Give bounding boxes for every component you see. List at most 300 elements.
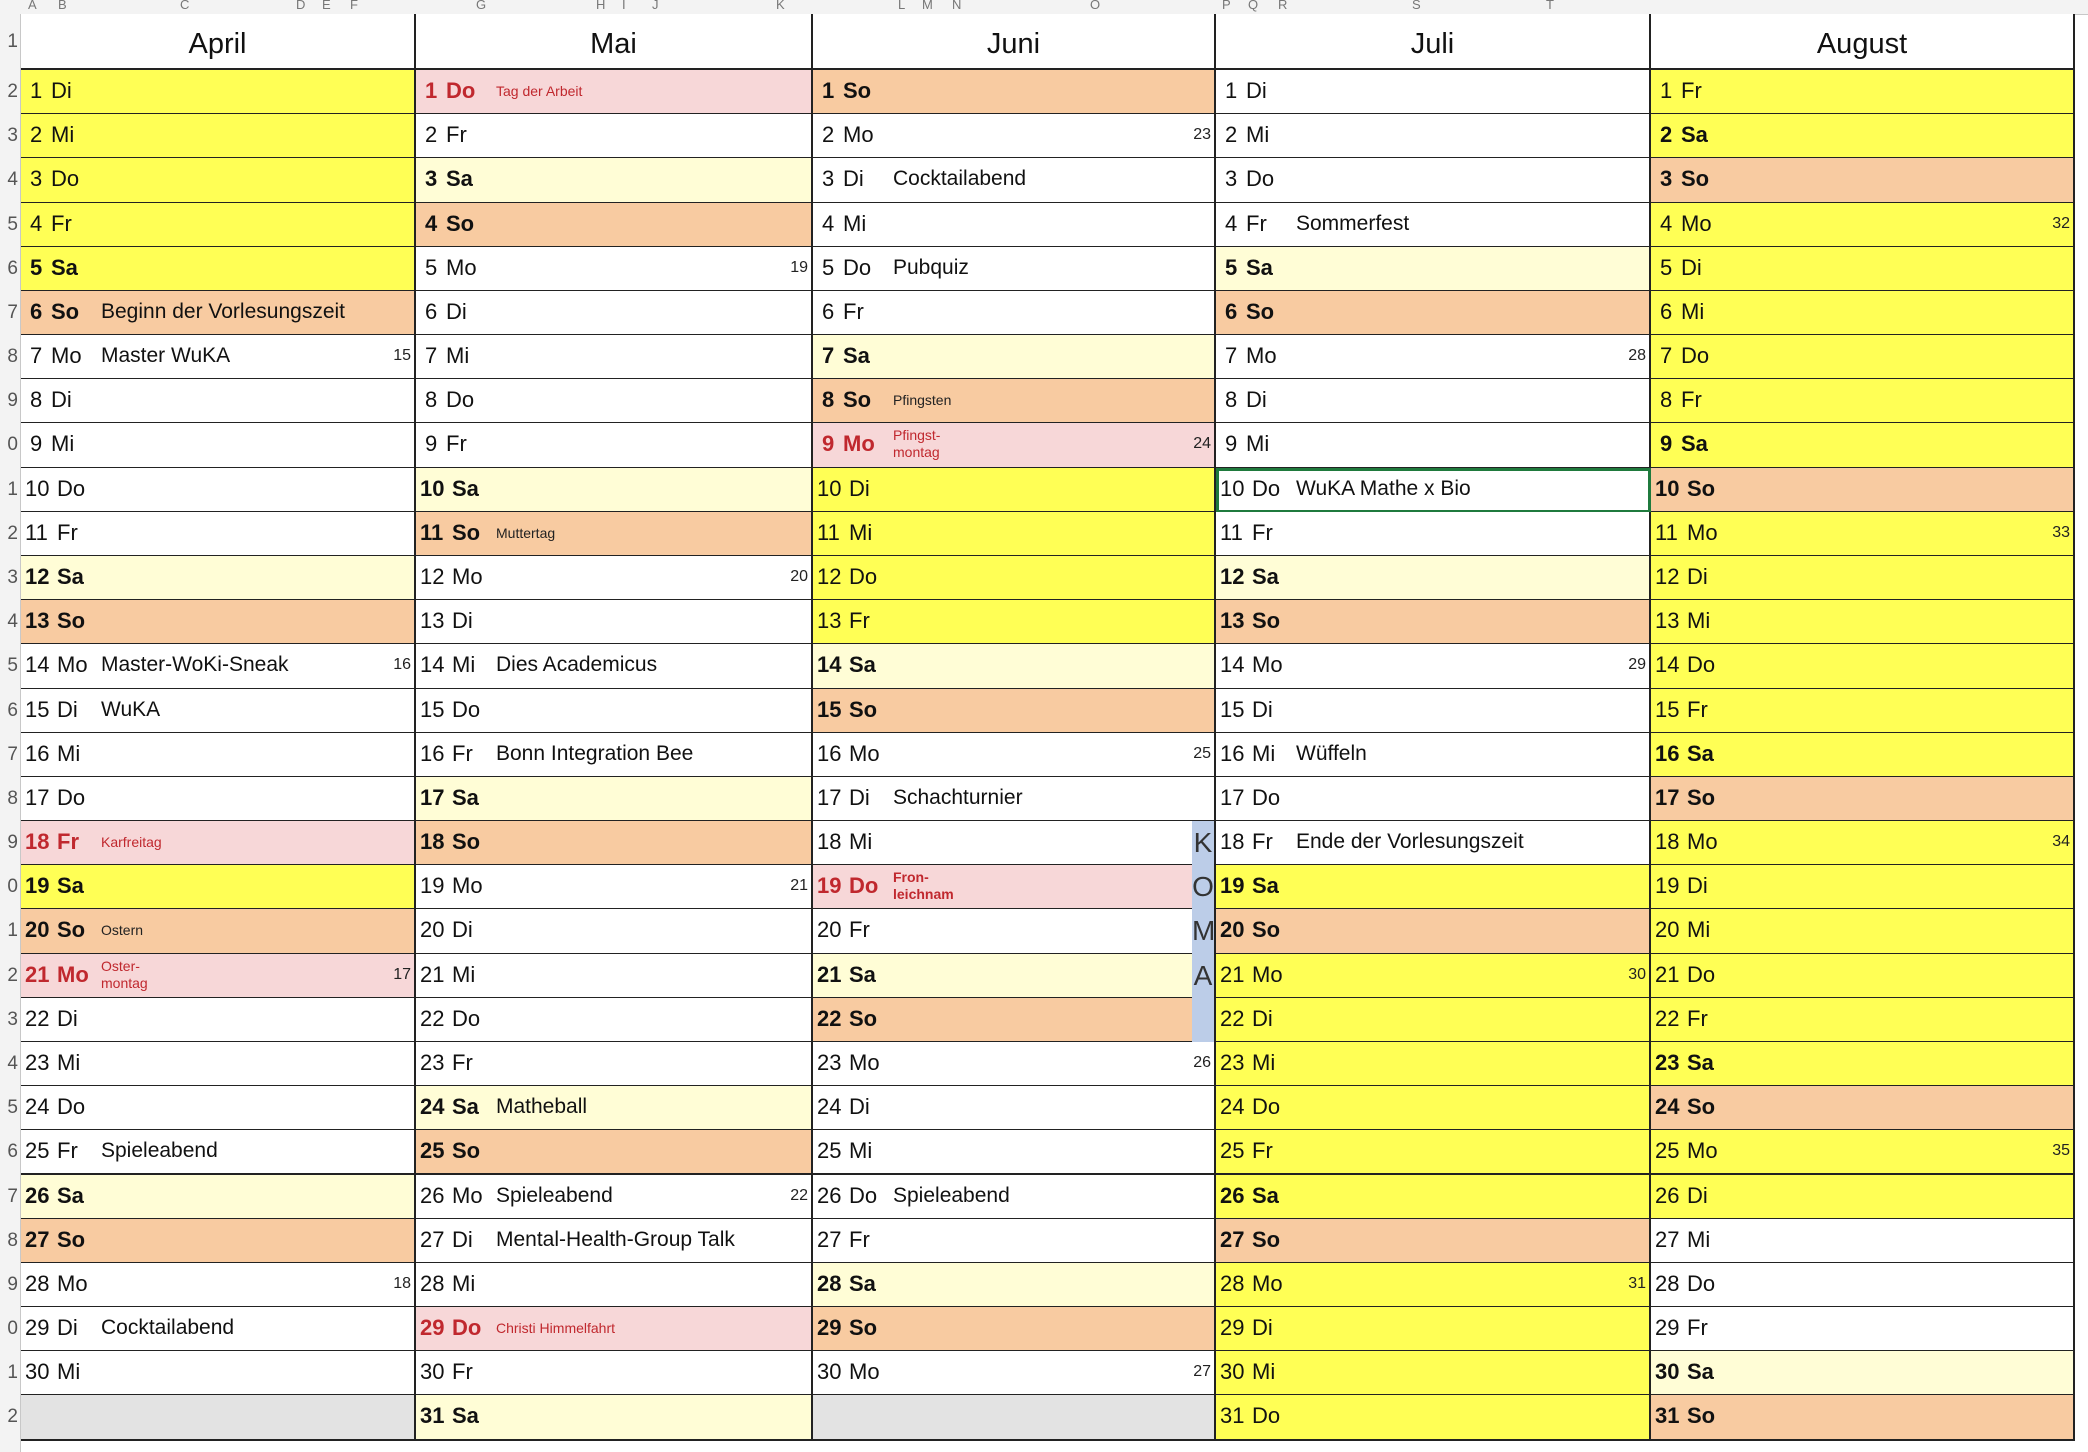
day-cell[interactable]: [21, 777, 416, 822]
weekday-label: Mi: [51, 431, 75, 457]
column-header-j[interactable]: J: [652, 0, 659, 12]
day-cell[interactable]: [1216, 247, 1651, 292]
row-header[interactable]: 6: [7, 1141, 18, 1163]
day-cell[interactable]: [21, 556, 416, 601]
day-number: 13: [1220, 608, 1245, 634]
weekday-label: Fr: [1687, 1315, 1708, 1341]
row-header[interactable]: 3: [7, 566, 18, 588]
month-header-april[interactable]: April: [21, 14, 416, 70]
day-cell[interactable]: [813, 379, 1216, 424]
weekday-label: Sa: [1687, 740, 1714, 766]
event-label: WuKA Mathe x Bio: [1296, 476, 1471, 500]
row-header[interactable]: 5: [7, 655, 18, 677]
day-cell[interactable]: [21, 158, 416, 203]
column-header-i[interactable]: I: [622, 0, 626, 12]
day-cell[interactable]: [1651, 379, 2075, 424]
day-cell[interactable]: [813, 689, 1216, 734]
day-cell[interactable]: [21, 909, 416, 954]
day-cell[interactable]: [813, 423, 1216, 468]
day-number: 2: [1225, 122, 1238, 148]
month-header-juli[interactable]: Juli: [1216, 14, 1651, 70]
day-cell[interactable]: [1216, 468, 1651, 513]
event-label: Bonn Integration Bee: [496, 741, 694, 765]
day-cell[interactable]: [21, 600, 416, 645]
day-cell[interactable]: [416, 423, 813, 468]
day-cell[interactable]: [1216, 1130, 1651, 1175]
day-cell[interactable]: [416, 1307, 813, 1352]
day-cell[interactable]: [21, 291, 416, 336]
month-header-mai[interactable]: Mai: [416, 14, 813, 70]
day-cell[interactable]: [21, 379, 416, 424]
column-header-t[interactable]: T: [1546, 0, 1554, 12]
day-cell[interactable]: [813, 644, 1216, 689]
day-cell[interactable]: [21, 1263, 416, 1308]
weekday-label: Di: [452, 1226, 473, 1252]
day-cell[interactable]: [1216, 1263, 1651, 1308]
day-cell[interactable]: [1216, 291, 1651, 336]
day-cell[interactable]: [1216, 777, 1651, 822]
day-number: 20: [817, 917, 842, 943]
day-cell[interactable]: [21, 1395, 416, 1440]
day-cell[interactable]: [1651, 1395, 2075, 1440]
day-cell[interactable]: [1216, 203, 1651, 248]
day-number: 4: [822, 210, 835, 236]
day-cell[interactable]: [813, 468, 1216, 513]
koma-letter: M: [1192, 909, 1214, 954]
day-cell[interactable]: [1216, 379, 1651, 424]
day-cell[interactable]: [416, 70, 813, 115]
row-header[interactable]: 8: [7, 787, 18, 809]
day-cell[interactable]: [416, 114, 813, 159]
day-cell[interactable]: [813, 954, 1216, 999]
koma-block: [1192, 998, 1214, 1042]
day-cell[interactable]: [21, 733, 416, 778]
day-cell[interactable]: [813, 865, 1216, 910]
row-header[interactable]: 3: [7, 125, 18, 147]
weekday-label: Sa: [57, 563, 84, 589]
day-number: 6: [425, 298, 438, 324]
day-number: 8: [1225, 387, 1238, 413]
column-header-f[interactable]: F: [350, 0, 358, 12]
row-header[interactable]: 7: [7, 743, 18, 765]
day-cell[interactable]: [1216, 1307, 1651, 1352]
day-cell[interactable]: [1216, 644, 1651, 689]
day-cell[interactable]: [21, 954, 416, 999]
weekday-label: So: [57, 608, 86, 634]
day-cell[interactable]: [1651, 158, 2075, 203]
day-cell[interactable]: [1216, 1175, 1651, 1220]
weekday-label: Fr: [57, 1138, 78, 1164]
weekday-label: Sa: [452, 475, 479, 501]
row-header[interactable]: 9: [7, 832, 18, 854]
month-header-august[interactable]: August: [1651, 14, 2075, 70]
day-cell[interactable]: [416, 468, 813, 513]
day-cell[interactable]: [813, 1042, 1216, 1087]
row-header[interactable]: 4: [7, 611, 18, 633]
day-cell[interactable]: [1651, 203, 2075, 248]
day-cell[interactable]: [1651, 909, 2075, 954]
calendar-grid: [21, 14, 2075, 1452]
day-cell[interactable]: [1216, 512, 1651, 557]
row-header[interactable]: 8: [7, 1229, 18, 1251]
weekday-label: Fr: [1246, 210, 1267, 236]
day-cell[interactable]: [1651, 733, 2075, 778]
day-number: 16: [1655, 740, 1680, 766]
weekday-label: Fr: [1687, 696, 1708, 722]
column-header-n[interactable]: N: [952, 0, 962, 12]
day-cell[interactable]: [1651, 644, 2075, 689]
day-cell[interactable]: [813, 909, 1216, 954]
day-cell[interactable]: [1651, 689, 2075, 734]
day-cell[interactable]: [1651, 247, 2075, 292]
day-cell[interactable]: [21, 203, 416, 248]
row-header[interactable]: 1: [7, 1362, 18, 1384]
day-cell[interactable]: [1216, 1086, 1651, 1131]
day-cell[interactable]: [813, 1086, 1216, 1131]
row-header[interactable]: 2: [7, 522, 18, 544]
day-cell[interactable]: [416, 600, 813, 645]
row-header[interactable]: 2: [7, 964, 18, 986]
day-cell[interactable]: [21, 1130, 416, 1175]
day-cell[interactable]: [1651, 1086, 2075, 1131]
day-number: 27: [1655, 1226, 1680, 1252]
day-cell[interactable]: [21, 247, 416, 292]
column-header-b[interactable]: B: [58, 0, 67, 12]
day-cell[interactable]: [416, 1219, 813, 1264]
day-cell[interactable]: [1216, 689, 1651, 734]
holiday-label: Pfingsten: [893, 392, 952, 409]
day-number: 28: [1220, 1270, 1245, 1296]
weekday-label: Do: [1687, 1270, 1716, 1296]
column-header-k[interactable]: K: [776, 0, 785, 12]
day-number: 26: [817, 1182, 842, 1208]
weekday-label: Do: [1246, 166, 1275, 192]
day-cell[interactable]: [813, 247, 1216, 292]
row-header[interactable]: 0: [7, 876, 18, 898]
day-cell[interactable]: [1651, 556, 2075, 601]
row-header[interactable]: 1: [7, 31, 18, 52]
day-cell[interactable]: [1651, 335, 2075, 380]
day-cell[interactable]: [1651, 512, 2075, 557]
day-cell[interactable]: [1651, 821, 2075, 866]
day-number: 3: [822, 166, 835, 192]
day-cell[interactable]: [21, 1351, 416, 1396]
row-header[interactable]: 8: [7, 346, 18, 368]
day-cell[interactable]: [1216, 158, 1651, 203]
day-cell[interactable]: [416, 556, 813, 601]
day-number: 2: [822, 122, 835, 148]
day-cell[interactable]: [21, 1086, 416, 1131]
column-header-l[interactable]: L: [898, 0, 906, 12]
day-cell[interactable]: [813, 1395, 1216, 1440]
weekday-label: Mo: [1252, 1270, 1283, 1296]
holiday-label: Oster- montag: [101, 957, 148, 991]
day-cell[interactable]: [813, 114, 1216, 159]
day-cell[interactable]: [1651, 1263, 2075, 1308]
column-header-s[interactable]: S: [1412, 0, 1421, 12]
day-cell[interactable]: [416, 1263, 813, 1308]
weekday-label: So: [849, 696, 878, 722]
row-header[interactable]: 7: [7, 1185, 18, 1207]
column-header-p[interactable]: P: [1222, 0, 1231, 12]
day-cell[interactable]: [1216, 556, 1651, 601]
day-cell[interactable]: [813, 600, 1216, 645]
row-header[interactable]: 5: [7, 1097, 18, 1119]
row-header[interactable]: 0: [7, 434, 18, 456]
weekday-label: So: [843, 78, 872, 103]
day-cell[interactable]: [1216, 1351, 1651, 1396]
day-cell[interactable]: [1651, 1130, 2075, 1175]
weekday-label: Sa: [452, 1094, 479, 1120]
day-cell[interactable]: [21, 1307, 416, 1352]
column-header-g[interactable]: G: [476, 0, 487, 12]
day-cell[interactable]: [21, 1175, 416, 1220]
row-header[interactable]: 4: [7, 169, 18, 191]
day-cell[interactable]: [21, 423, 416, 468]
row-header[interactable]: 3: [7, 1008, 18, 1030]
day-cell[interactable]: [1216, 335, 1651, 380]
weekday-label: Mo: [57, 652, 88, 678]
week-number: 29: [1628, 656, 1646, 674]
row-header[interactable]: 0: [7, 1318, 18, 1340]
day-number: 12: [1655, 563, 1680, 589]
day-number: 17: [25, 784, 50, 810]
day-cell[interactable]: [21, 821, 416, 866]
day-number: 30: [1220, 1359, 1245, 1385]
column-header-h[interactable]: H: [596, 0, 606, 12]
day-cell[interactable]: [416, 512, 813, 557]
day-cell[interactable]: [813, 821, 1216, 866]
day-cell[interactable]: [1216, 114, 1651, 159]
day-cell[interactable]: [813, 1307, 1216, 1352]
day-cell[interactable]: [21, 998, 416, 1043]
column-header-bar: [0, 0, 2088, 15]
weekday-label: So: [849, 1005, 878, 1031]
day-number: 27: [817, 1226, 842, 1252]
day-number: 29: [25, 1315, 50, 1341]
day-cell[interactable]: [1651, 423, 2075, 468]
row-header[interactable]: 9: [7, 390, 18, 412]
day-cell[interactable]: [1216, 821, 1651, 866]
day-cell[interactable]: [1216, 998, 1651, 1043]
day-cell[interactable]: [21, 468, 416, 513]
column-header-o[interactable]: O: [1090, 0, 1101, 12]
day-cell[interactable]: [1651, 1042, 2075, 1087]
day-cell[interactable]: [416, 291, 813, 336]
day-cell[interactable]: [21, 1219, 416, 1264]
day-cell[interactable]: [1216, 865, 1651, 910]
day-cell[interactable]: [1651, 468, 2075, 513]
day-number: 26: [420, 1182, 445, 1208]
row-header[interactable]: 5: [7, 213, 18, 235]
weekday-label: Mi: [1252, 1359, 1276, 1385]
day-cell[interactable]: [1216, 1219, 1651, 1264]
day-cell[interactable]: [1216, 1395, 1651, 1440]
week-number: 20: [790, 567, 808, 585]
day-cell[interactable]: [21, 70, 416, 115]
day-cell[interactable]: [813, 335, 1216, 380]
day-cell[interactable]: [813, 203, 1216, 248]
day-cell[interactable]: [416, 689, 813, 734]
weekday-label: Sa: [51, 254, 78, 280]
holiday-label: Karfreitag: [101, 834, 162, 851]
day-number: 13: [420, 608, 445, 634]
row-header[interactable]: 9: [7, 1273, 18, 1295]
day-cell[interactable]: [813, 1130, 1216, 1175]
weekday-label: Mi: [1687, 608, 1711, 634]
row-header[interactable]: 2: [7, 1406, 18, 1428]
day-number: 24: [420, 1094, 445, 1120]
day-cell[interactable]: [813, 777, 1216, 822]
day-cell[interactable]: [21, 512, 416, 557]
row-header[interactable]: 4: [7, 1052, 18, 1074]
day-cell[interactable]: [813, 512, 1216, 557]
day-cell[interactable]: [416, 203, 813, 248]
day-cell[interactable]: [21, 865, 416, 910]
day-cell[interactable]: [1216, 909, 1651, 954]
day-cell[interactable]: [1216, 423, 1651, 468]
day-cell[interactable]: [416, 954, 813, 999]
day-cell[interactable]: [416, 1042, 813, 1087]
day-cell[interactable]: [813, 1219, 1216, 1264]
column-header-r[interactable]: R: [1278, 0, 1288, 12]
day-cell[interactable]: [813, 158, 1216, 203]
day-cell[interactable]: [1216, 1042, 1651, 1087]
day-cell[interactable]: [813, 556, 1216, 601]
day-cell[interactable]: [1651, 1219, 2075, 1264]
weekday-label: Di: [446, 298, 467, 324]
day-cell[interactable]: [813, 1263, 1216, 1308]
day-cell[interactable]: [1651, 1307, 2075, 1352]
day-cell[interactable]: [416, 733, 813, 778]
day-cell[interactable]: [1651, 777, 2075, 822]
day-cell[interactable]: [416, 909, 813, 954]
day-cell[interactable]: [21, 1042, 416, 1087]
day-cell[interactable]: [21, 114, 416, 159]
day-cell[interactable]: [813, 998, 1216, 1043]
day-cell[interactable]: [813, 1351, 1216, 1396]
day-number: 18: [1220, 829, 1245, 855]
weekday-label: Di: [849, 784, 870, 810]
weekday-label: Mi: [1252, 740, 1276, 766]
week-number: 25: [1193, 744, 1211, 762]
column-header-c[interactable]: C: [180, 0, 190, 12]
day-cell[interactable]: [1651, 954, 2075, 999]
day-number: 9: [1225, 431, 1238, 457]
day-cell[interactable]: [416, 379, 813, 424]
holiday-label: Fron- leichnam: [893, 869, 954, 903]
weekday-label: Do: [57, 475, 86, 501]
day-cell[interactable]: [1651, 1175, 2075, 1220]
day-cell[interactable]: [21, 689, 416, 734]
day-cell[interactable]: [1651, 600, 2075, 645]
day-cell[interactable]: [1651, 70, 2075, 115]
day-number: 14: [1220, 652, 1245, 678]
day-cell[interactable]: [416, 335, 813, 380]
day-cell[interactable]: [416, 1175, 813, 1220]
column-header-e[interactable]: E: [322, 0, 331, 12]
event-label: Dies Academicus: [496, 653, 658, 677]
day-number: 21: [25, 961, 50, 987]
day-number: 4: [1660, 210, 1673, 236]
day-cell[interactable]: [416, 158, 813, 203]
day-cell[interactable]: [1216, 70, 1651, 115]
day-cell[interactable]: [416, 1130, 813, 1175]
week-number: 16: [393, 656, 411, 674]
day-cell[interactable]: [416, 821, 813, 866]
day-cell[interactable]: [1651, 865, 2075, 910]
weekday-label: Sa: [843, 343, 870, 369]
day-number: 29: [1220, 1315, 1245, 1341]
day-number: 17: [1220, 784, 1245, 810]
day-cell[interactable]: [1651, 291, 2075, 336]
day-cell[interactable]: [416, 1086, 813, 1131]
day-cell[interactable]: [1651, 114, 2075, 159]
holiday-label: Ostern: [101, 922, 144, 939]
event-label: Matheball: [496, 1095, 588, 1119]
week-number: 22: [790, 1186, 808, 1204]
row-header[interactable]: 2: [7, 81, 18, 102]
day-cell[interactable]: [416, 1351, 813, 1396]
row-header[interactable]: 1: [7, 920, 18, 942]
month-header-juni[interactable]: Juni: [813, 14, 1216, 70]
day-cell[interactable]: [416, 247, 813, 292]
weekday-label: So: [446, 210, 475, 236]
day-cell[interactable]: [1216, 600, 1651, 645]
row-header[interactable]: 7: [7, 301, 18, 323]
day-cell[interactable]: [21, 335, 416, 380]
row-header[interactable]: 1: [7, 478, 18, 500]
day-cell[interactable]: [416, 998, 813, 1043]
row-header[interactable]: 6: [7, 699, 18, 721]
day-cell[interactable]: [416, 1395, 813, 1440]
day-cell[interactable]: [813, 70, 1216, 115]
day-cell[interactable]: [416, 644, 813, 689]
day-cell[interactable]: [1651, 998, 2075, 1043]
column-header-m[interactable]: M: [922, 0, 933, 12]
weekday-label: Mi: [1687, 917, 1711, 943]
day-cell[interactable]: [813, 1175, 1216, 1220]
column-header-d[interactable]: D: [296, 0, 306, 12]
day-cell[interactable]: [1216, 954, 1651, 999]
koma-letter: A: [1192, 954, 1214, 999]
day-cell[interactable]: [1216, 733, 1651, 778]
day-number: 15: [817, 696, 842, 722]
weekday-label: Fr: [51, 210, 72, 236]
weekday-label: Mi: [1681, 298, 1705, 324]
day-cell[interactable]: [813, 733, 1216, 778]
day-number: 25: [1220, 1138, 1245, 1164]
day-cell[interactable]: [21, 644, 416, 689]
day-cell[interactable]: [813, 291, 1216, 336]
weekday-label: Mo: [1252, 652, 1283, 678]
koma-letter: O: [1192, 865, 1214, 910]
row-header[interactable]: 6: [7, 257, 18, 279]
column-header-a[interactable]: A: [28, 0, 37, 12]
column-header-q[interactable]: Q: [1248, 0, 1259, 12]
day-number: 14: [25, 652, 50, 678]
weekday-label: Fr: [849, 917, 870, 943]
day-number: 5: [1660, 254, 1673, 280]
day-cell[interactable]: [1651, 1351, 2075, 1396]
weekday-label: Mo: [843, 431, 875, 457]
day-number: 22: [1655, 1005, 1680, 1031]
day-cell[interactable]: [416, 865, 813, 910]
weekday-label: Sa: [1246, 254, 1273, 280]
day-number: 21: [1655, 961, 1680, 987]
day-number: 10: [420, 475, 445, 501]
day-cell[interactable]: [416, 777, 813, 822]
